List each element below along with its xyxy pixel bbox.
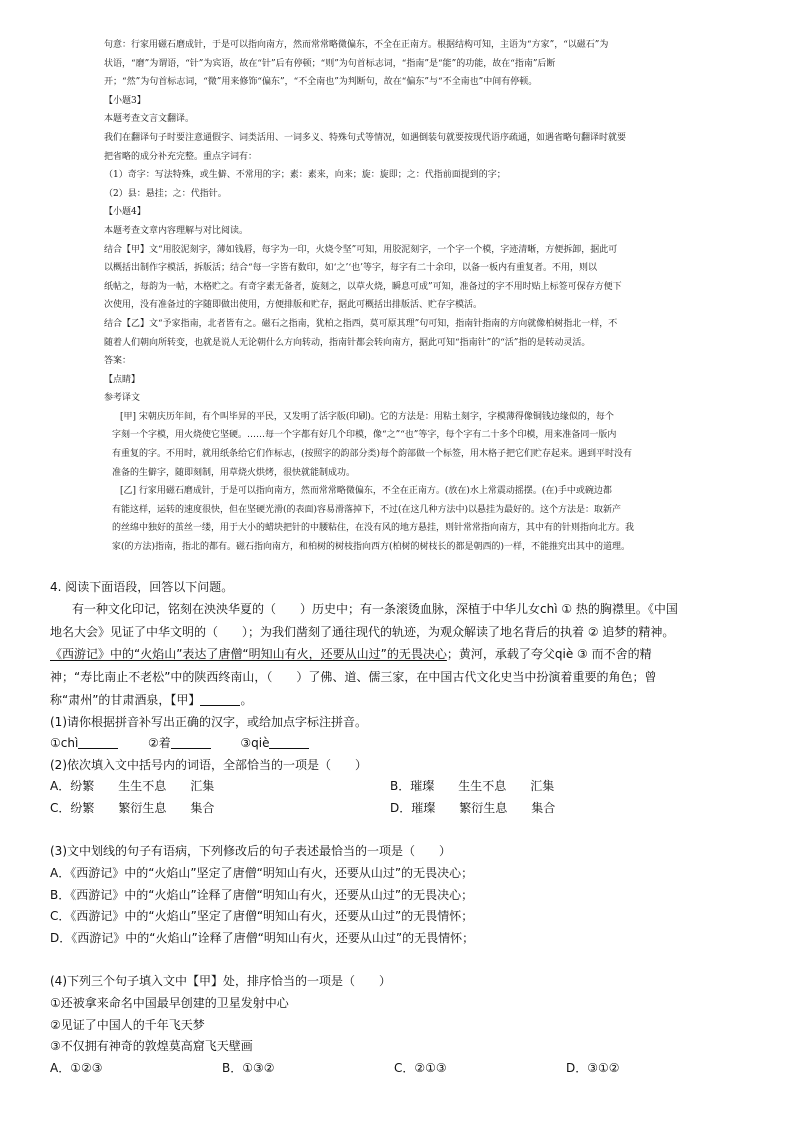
- option-b[interactable]: B．《西游记》中的“火焰山”诠释了唐僧“明知山有火，还要从山过”的无畏决心；: [50, 887, 474, 902]
- option-c[interactable]: C．《西游记》中的“火焰山”坚定了唐僧“明知山有火，还要从山过”的无畏情怀；: [50, 909, 474, 924]
- answer-line: 开；“然”为句首标志词，“微”用来修饰“偏东”，“不全南也”为判断句，故在“偏东”与“不全南也”中间有停顿。: [104, 77, 538, 88]
- sub-question-2: [50, 755, 750, 820]
- answer-line: 把省略的成分补充完整。重点字词有：: [104, 151, 258, 162]
- passage-line: 有一种文化印记，铭刻在泱泱华夏的（ ）历史中；有一条滚烫血脉，深植于中华儿女chì ① 热的胸襟里。《中国: [72, 602, 678, 616]
- answer-line: 【点睛】: [104, 374, 141, 385]
- answer-blank[interactable]: [269, 735, 309, 749]
- sub-question-3: [50, 841, 750, 949]
- answer-line: 句意：行家用磁石磨成针，于是可以指向南方，然而常常略微偏东，不全在正南方。根据结构可知，主语为“方家”，“以磁石”为: [104, 40, 609, 50]
- option-c[interactable]: C．②①③: [394, 1060, 447, 1075]
- sub-question-prompt: (4)下列三个句子填入文中【甲】处，排序恰当的一项是（ ）: [50, 974, 392, 989]
- answer-line: 结合【乙】文“予家指南，北者皆有之。磁石之指南，犹柏之指西，莫可原其理”句可知，指南针指南的方向就像柏树指北一样，不: [104, 318, 618, 329]
- question-title: 4. 阅读下面语段，回答以下问题。: [50, 580, 234, 594]
- sub-question-1: [50, 712, 750, 755]
- sub-question-prompt: (2)依次填入文中括号内的词语，全部恰当的一项是（ ）: [50, 757, 368, 772]
- answer-line: [乙] 行家用磁石磨成针，于是可以指向南方，然而常常略微偏东，不全在正南方。(放在)水上常震动摇摆。(在)手中或碗边都: [120, 486, 612, 497]
- sub-question-prompt: (3)文中划线的句子有语病，下列修改后的句子表述最恰当的一项是（ ）: [50, 844, 452, 859]
- answer-line: 本题考查文章内容理解与对比阅读。: [104, 225, 249, 236]
- answer-line: 家(的方法)指南，指北的都有。磁石指向南方，和柏树的树枝指向西方(柏树的树枝长的都是朝西的)一样，不能推究出其中的道理。: [112, 542, 631, 553]
- answer-line: （2）县：悬挂；之：代指针。: [104, 188, 227, 199]
- answer-line: 有重复的字。不用时，就用纸条给它们作标志，(按照字的韵部分类)每个韵部做一个标签，用木格子把它们贮存起来。遇到平时没有: [112, 449, 633, 460]
- answer-blank[interactable]: [78, 735, 118, 749]
- answer-line: 以概括出制作字模活，拆版活；结合“每一字皆有数印，如‘之’‘也’等字，每字有二十余印，以备一板内有重复者。不用，则以: [104, 263, 598, 274]
- answer-explanation-section: [104, 36, 720, 557]
- answer-line: 结合【甲】文“用胶泥刻字，薄如钱唇，每字为一印，火烧令坚”可知，用胶泥刻字，一个字一个模，字迹清晰，方便拆卸，据此可: [104, 244, 618, 255]
- answer-line: 本题考查文言文翻译。: [104, 114, 195, 125]
- option-a[interactable]: A．《西游记》中的“火焰山”坚定了唐僧“明知山有火，还要从山过”的无畏决心；: [50, 866, 474, 881]
- answer-line: 我们在翻译句子时要注意通假字、词类活用、一词多义、特殊句式等情况，如遇倒装句就要按现代语序疏通，如遇省略句翻译时就要: [104, 132, 627, 143]
- answer-blank[interactable]: [171, 735, 211, 749]
- passage-line: 称“肃州”的甘肃酒泉，【甲】 。: [50, 692, 253, 707]
- sub-question-prompt: (1)请你根据拼音补写出正确的汉字，或给加点字标注拼音。: [50, 714, 368, 729]
- answer-line: 【小题4】: [104, 207, 146, 218]
- option-d[interactable]: D．璀璨 繁衍生息 集合: [390, 800, 556, 815]
- sentence-2: ②见证了中国人的千年飞天梦: [50, 1017, 205, 1032]
- option-c[interactable]: C．纷繁 繁衍生息 集合: [50, 800, 215, 815]
- answer-line: 答案：: [104, 356, 132, 367]
- answer-line: 【小题3】: [104, 95, 146, 106]
- answer-line: 纸帖之，每韵为一帖，木格贮之。有奇字素无备者，旋刻之，以草火烧，瞬息可成”可知，准备过的字不用时贴上标签可保存方便下: [104, 281, 622, 292]
- reading-passage: [50, 598, 750, 712]
- fill-in-row: ①chì ②着 ③qiè: [50, 733, 750, 755]
- option-d[interactable]: D．③①②: [566, 1060, 620, 1075]
- answer-line: 次使用，没有准备过的字随即做出使用，方便排版和贮存，据此可概括出排版活、贮存字模活。: [104, 300, 483, 311]
- option-b[interactable]: B．璀璨 生生不息 汇集: [390, 779, 555, 794]
- option-d[interactable]: D．《西游记》中的“火焰山”诠释了唐僧“明知山有火，还要从山过”的无畏情怀；: [50, 930, 475, 945]
- question-4: [50, 576, 750, 1079]
- sentence-3: ③不仅拥有神奇的敦煌莫高窟飞天壁画: [50, 1039, 253, 1054]
- answer-line: [甲] 宋朝庆历年间，有个叫毕昇的平民，又发明了活字版(印刷)。它的方法是：用粘土刻字，字模薄得像铜钱边缘似的，每个: [120, 411, 614, 422]
- option-a[interactable]: A．纷繁 生生不息 汇集: [50, 779, 215, 794]
- answer-line: 的丝绵中独好的茧丝一缕，用于大小的蜡块把针的中腰粘住，在没有风的地方悬挂，则针常常指向南方，其中有的针则指向北方。我: [112, 523, 635, 534]
- option-b[interactable]: B．①③②: [222, 1060, 275, 1075]
- answer-line: 字刻一个字模，用火烧使它坚硬。……每一个字都有好几个印模，像“之”“也”等字，每个字有二十多个印模，用来准备同一版内: [112, 430, 617, 441]
- sentence-1: ①还被拿来命名中国最早创建的卫星发射中心: [50, 996, 289, 1011]
- option-a[interactable]: A．①②③: [50, 1060, 103, 1075]
- answer-line: 有能这样，运转的速度很快，但在坚硬光滑(的表面)容易滑落掉下，不过(在这几种方法中)以悬挂为最好的。这个方法是：取新产: [112, 504, 622, 515]
- answer-line: 参考译文: [104, 393, 141, 404]
- sub-question-4: [50, 971, 750, 1079]
- passage-line: 《西游记》中的“火焰山”表达了唐僧“明知山有火，还要从山过”的无畏决心；黄河，承载了夸父qiè ③ 而不舍的精: [50, 647, 652, 662]
- answer-line: 状语，“磨”为谓语，“针”为宾语，故在“针”后有停顿；“则”为句首标志词，“指南”是“能”的功能，故在“指南”后断: [104, 58, 556, 69]
- answer-line: 准备的生僻字，随即刻制，用草烧火烘烤，很快就能制成功。: [112, 467, 356, 478]
- answer-line: （1）奇字：写法特殊，或生僻、不常用的字；素：素来，向来；旋：旋即；之：代指前面提到的字；: [104, 170, 506, 181]
- answer-line: 随着人们朝向所转变，也就是说人无论朝什么方向转动，指南针都会转向南方，据此可知“指南针”的“活”指的是转动灵活。: [104, 337, 591, 348]
- passage-line: 地名大会》见证了中华文明的（ ）；为我们凿刻了通往现代的轨迹，为观众解读了地名背后的执着 ② 追梦的精神。: [50, 624, 675, 639]
- underlined-sentence: 《西游记》中的“火焰山”表达了唐僧“明知山有火，还要从山过”的无畏决心: [50, 647, 447, 662]
- passage-line: 神；“寿比南止不老松”中的陕西终南山，（ ）了佛、道、儒三家，在中国古代文化史当中扮演着重要的角色；曾: [50, 670, 657, 685]
- answer-blank[interactable]: [200, 692, 240, 706]
